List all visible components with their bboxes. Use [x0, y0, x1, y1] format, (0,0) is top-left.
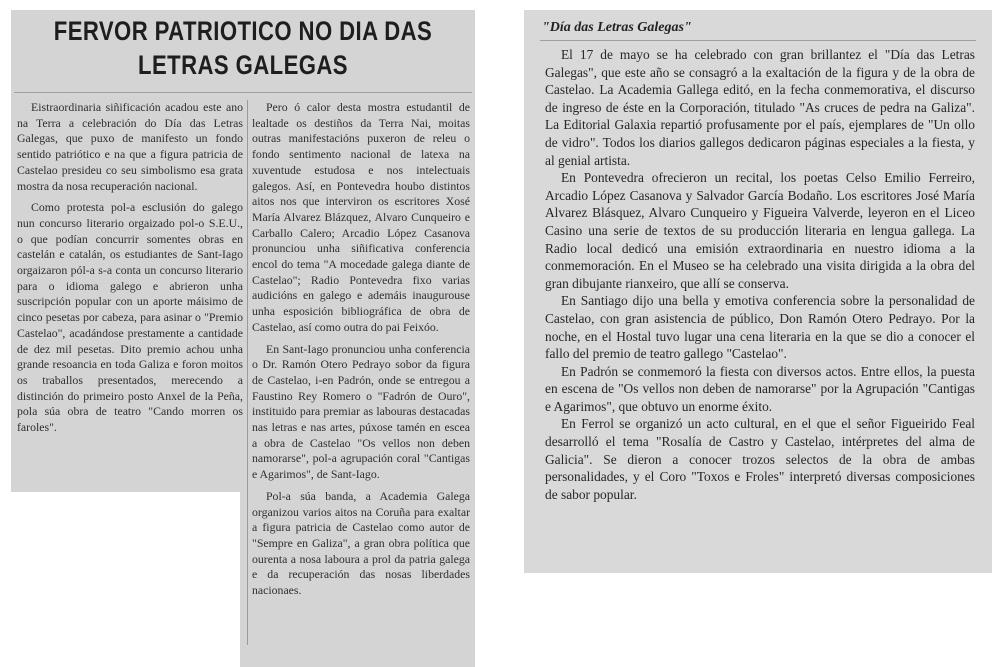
headline [53, 14, 433, 82]
paragraph: En Padrón se conmemoró la fiesta con diversos actos. Entre ellos, la puesta en escena de "Os vellos non deben de namorarse" por la Agrupación "Cantigas e Agarimos", que obtuvo un enorme éxito. [545, 363, 975, 414]
paragraph: En Ferrol se organizó un acto cultural, en el que el señor Figueirido Feal desarrolló el tema "Rosalía de Castro y Castelao, intérpretes del alma de Galicia". Se dieron a conocer trozos selectos de la obra de ambas personalidades, y el Coro "Toxos e Froles" interpretó diversas composiciones de sabor popular. [545, 416, 975, 502]
paragraph: Pero ó calor desta mostra estudantil de lealtade os destiños da Terra Nai, moitas outras manifestacións puxeron de releu o fondo sentimento nacional de latexa na xuventude estudosa e nos intelectuais galegos. Así, en Pontevedra houbo distintos aitos nos que interviron os escritores Xosé María Alvarez Blázquez, Alvaro Cunqueiro e Carballo Calero; Arcadio López Casanova pronunciou unha siñificativa conferencia encol do tema "A mocedade galega diante de Castelao"; Radio Pontevedra fixo varias audicións en galego e ademáis inaugurouse unha esposición bibliográfica de obra de Castelao, así como outra do pai Feixóo. [252, 100, 470, 334]
headline-line-1: FERVOR PATRIOTICO NO DIA DAS [53, 16, 433, 46]
paragraph: En Sant-Iago pronunciou unha conferencia o Dr. Ramón Otero Pedrayo sobor da figura de Castelao, i-en Padrón, onde se entregou a Faustino Rey Romero o "Fadrón de Ouro", instituido para premiar as labouras destacadas nas letras e nas artes, púxose tamén en escea a obra de Castelao "Os vellos non deben namorarse", pol-a agrupación coral "Cantigas e Agarimos", de Sant-Iago. [252, 341, 470, 482]
headline-line-2: LETRAS GALEGAS [138, 50, 348, 80]
headline-rule [14, 92, 472, 93]
article-column-1 [17, 100, 243, 442]
paragraph: Como protesta pol-a esclusión do galego nun concurso literario orgaizado pol-o S.E.U., o que podían concurrir somentes obras en castelán e catalán, os estudiantes de Sant-Iago orgaizaron pól-a s-a conta un concurso literario para o idioma galego e abrieron unha suscripción popular con un aporte máisimo de cinco pesetas por cabeza, para asinar o "Premio Castelao", acadándose prestamente a cantidade de dez mil pesetas. Dito premio achou unha grande resoancia en toda Galiza e foron moitos os traballos presentados, merecendo a distinción do primeiro posto Anxel de la Peña, pola súa obra de teatro "Cando morren os faroles". [17, 200, 243, 435]
paragraph: Eistraordinaria siñificación acadou este ano na Terra a celebración do Día das Letras Galegas, que puxo de manifesto un fondo sentido patriótico e na que a figura patricia de Castelao presideu co seu simbolismo esa grata mostra da nosa recuperación nacional. [17, 100, 243, 193]
title-rule [540, 40, 976, 41]
paragraph: El 17 de mayo se ha celebrado con gran brillantez el "Día das Letras Galegas", que este año se consagró a la exaltación de la figura y de la obra de Castelao. La Academia Gallega editó, en la fecha conmemorativa, el discurso de ingreso de éste en la Corporación, titulado "As cruces de pedra na Galiza". La Editorial Galaxia repartió profusamente por el país, ejemplares de "Un ollo de vidro". Todos los diarios gallegos dedicaron páginas especiales a la fiesta, y al genial artista. [545, 47, 975, 168]
paragraph: En Pontevedra ofrecieron un recital, los poetas Celso Emilio Ferreiro, Arcadio López Casanova y Salvador García Bodaño. Los escritores José María Alvarez Blásquez, Alvaro Cunqueiro y Figueira Valverde, leyeron en el Liceo Casino una serie de textos de su producción literaria en lengua gallega. La Radio local dedicó una emisión extraordinaria en nuestro idioma a la conmemoración. En el Museo se ha celebrado una visita dirigida a la obra del gran dibujante rianxeiro, que allí se conserva. [545, 170, 975, 291]
column-divider [247, 100, 248, 645]
right-article-body [545, 46, 975, 503]
paragraph: En Santiago dijo una bella y emotiva conferencia sobre la personalidad de Castelao, con gran asistencia de público, Don Ramón Otero Pedrayo. Por la noche, en el Hostal tuvo lugar una cena literaria en la que se dio a conocer el fallo del premio de teatro gallego "Castelao". [545, 293, 975, 362]
paragraph: Pol-a súa banda, a Academia Galega organizou varios aitos na Coruña para exaltar a figura patricia de Castelao como autor de "Sempre en Galiza", a gran obra política que ourenta a nosa laboura a prol da patria galega e da recuperación das nosas liberdades nacionaes. [252, 488, 470, 598]
right-article-title: "Día das Letras Galegas" [542, 20, 692, 35]
article-column-2 [252, 100, 470, 605]
